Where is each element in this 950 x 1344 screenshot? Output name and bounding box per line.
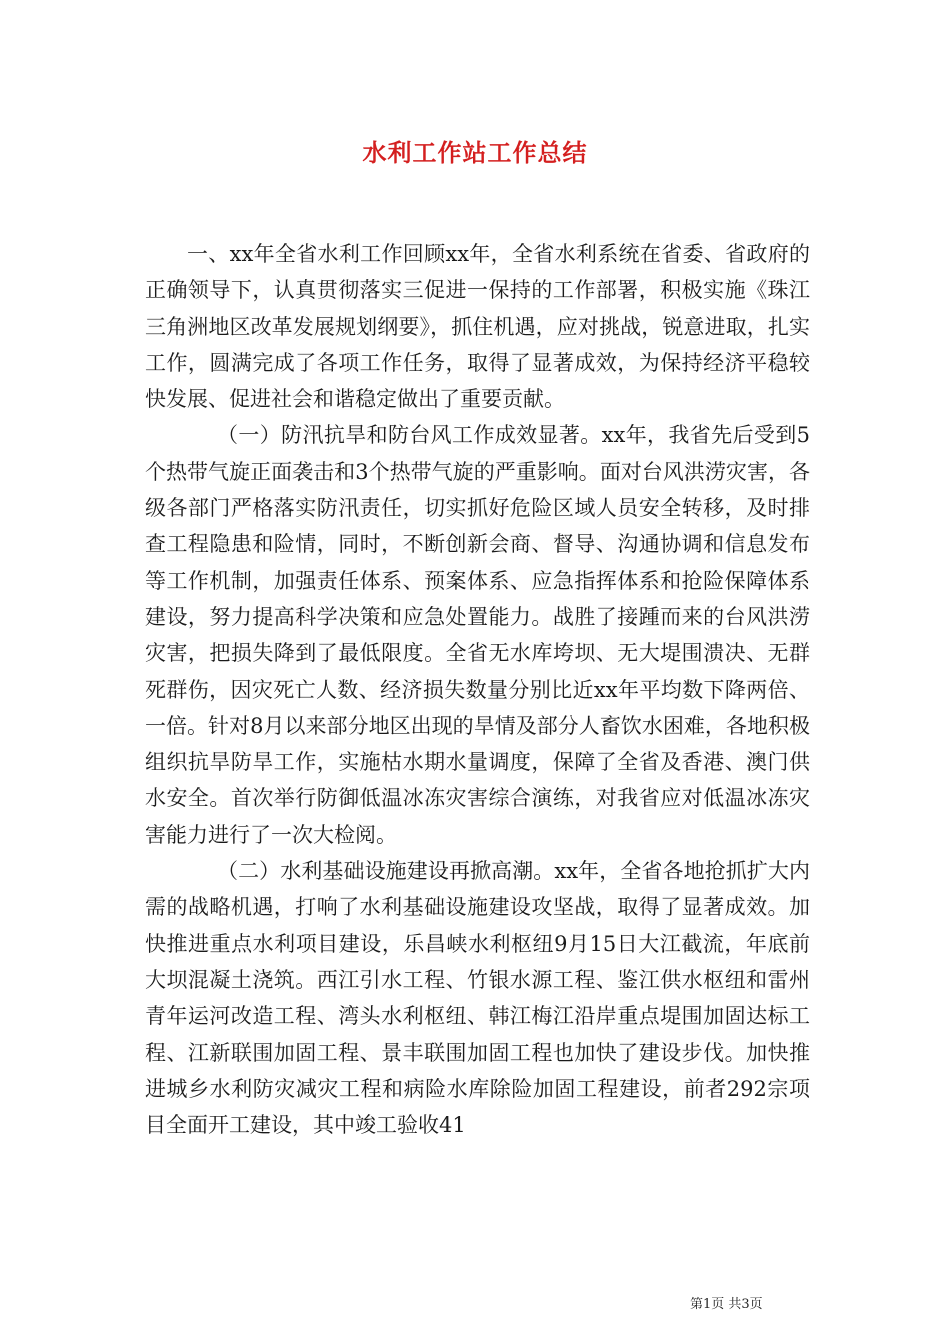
paragraph-flood-control: （一）防汛抗旱和防台风工作成效显著。xx年，我省先后受到5个热带气旋正面袭击和3个热带气旋的严重影响。面对台风洪涝灾害，各级各部门严格落实防汛责任，切实抓好危险区域人员安全转移，及时排查工程隐患和险情，同时，不断创新会商、督导、沟通协调和信息发布等工作机制，加强责任体系、预案体系、应急指挥体系和抢险保障体系建设，努力提高科学决策和应急处置能力。战胜了接踵而来的台风洪涝灾害，把损失降到了最低限度。全省无水库垮坝、无大堤围溃决、无群死群伤，因灾死亡人数、经济损失数量分别比近xx年平均数下降两倍、一倍。针对8月以来部分地区出现的旱情及部分人畜饮水困难，各地积极组织抗旱防旱工作，实施枯水期水量调度，保障了全省及香港、澳门供水安全。首次举行防御低温冰冻灾害综合演练，对我省应对低温冰冻灾害能力进行了一次大检阅。 (145, 423, 810, 847)
paragraph-review: 一、xx年全省水利工作回顾xx年，全省水利系统在省委、省政府的正确领导下，认真贯彻落实三促进一保持的工作部署，积极实施《珠江三角洲地区改革发展规划纲要》，抓住机遇，应对挑战，锐意进取，扎实工作，圆满完成了各项工作任务，取得了显著成效，为保持经济平稳较快发展、促进社会和谐稳定做出了重要贡献。 (145, 242, 810, 412)
page-number-footer: 第1页 共3页 (690, 1297, 763, 1312)
document-title: 水利工作站工作总结 (362, 138, 588, 167)
paragraph-infrastructure: （二）水利基础设施建设再掀高潮。xx年，全省各地抢抓扩大内需的战略机遇，打响了水利基础设施建设攻坚战，取得了显著成效。加快推进重点水利项目建设，乐昌峡水利枢纽9月15日大江截流，年底前大坝混凝土浇筑。西江引水工程、竹银水源工程、鉴江供水枢纽和雷州青年运河改造工程、湾头水利枢纽、韩江梅江沿岸重点堤围加固达标工程、江新联围加固工程、景丰联围加固工程也加快了建设步伐。加快推进城乡水利防灾减灾工程和病险水库除险加固工程建设，前者292宗项目全面开工建设，其中竣工验收41 (145, 859, 810, 1138)
document-body (145, 236, 810, 1143)
